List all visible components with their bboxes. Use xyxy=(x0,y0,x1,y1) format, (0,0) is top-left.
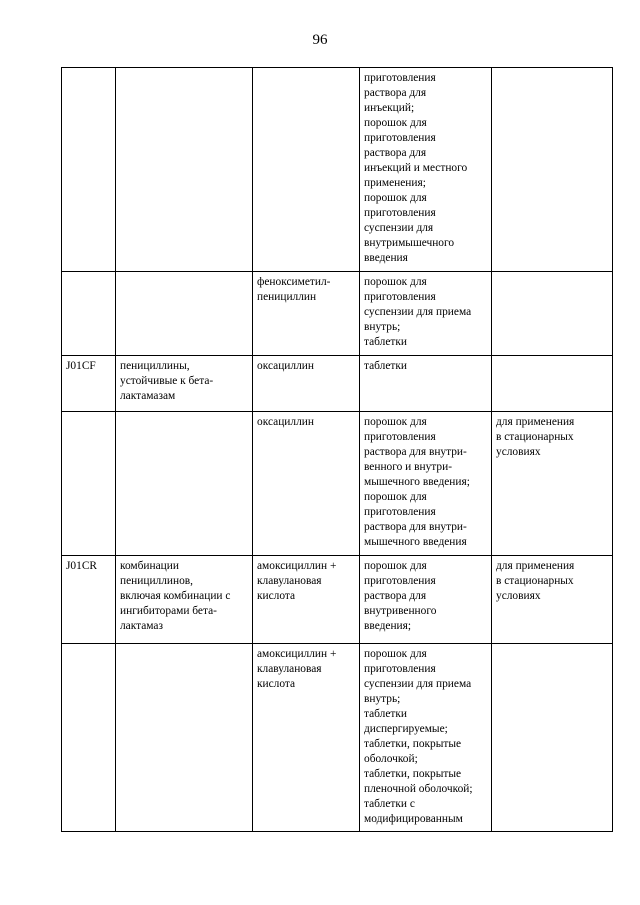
note-cell xyxy=(492,68,613,272)
drug-name-cell xyxy=(253,68,360,272)
table-row xyxy=(62,68,613,272)
dosage-forms-cell: порошок для приготовления суспензии для приема внутрь; таблетки диспергируемые; таблетки, покрытые оболочкой; таблетки, покрытые пленочной оболочкой; таблетки с модифицированным xyxy=(360,644,492,832)
group-cell: пенициллины, устойчивые к бета- лактамазам xyxy=(116,356,253,412)
note-cell: для применения в стационарных условиях xyxy=(492,412,613,556)
dosage-forms-cell: порошок для приготовления раствора для внутри- венного и внутри- мышечного введения; порошок для приготовления раствора для внутри- мышечного введения xyxy=(360,412,492,556)
group-cell xyxy=(116,644,253,832)
page-number: 96 xyxy=(312,32,328,48)
note-cell xyxy=(492,644,613,832)
drug-table xyxy=(61,67,613,832)
atc-code-cell xyxy=(62,68,116,272)
group-cell: комбинации пенициллинов, включая комбинации с ингибиторами бета- лактамаз xyxy=(116,556,253,644)
atc-code-cell: J01CF xyxy=(62,356,116,412)
table-row xyxy=(62,272,613,356)
note-cell xyxy=(492,356,613,412)
atc-code-cell xyxy=(62,412,116,556)
atc-code-cell: J01CR xyxy=(62,556,116,644)
group-cell xyxy=(116,412,253,556)
dosage-forms-cell: таблетки xyxy=(360,356,492,412)
atc-code-cell xyxy=(62,272,116,356)
table-row xyxy=(62,644,613,832)
group-cell xyxy=(116,272,253,356)
drug-name-cell: оксациллин xyxy=(253,356,360,412)
note-cell xyxy=(492,272,613,356)
drug-name-cell: амоксициллин + клавулановая кислота xyxy=(253,644,360,832)
dosage-forms-cell: порошок для приготовления суспензии для приема внутрь; таблетки xyxy=(360,272,492,356)
dosage-forms-cell: приготовления раствора для инъекций; порошок для приготовления раствора для инъекций и местного применения; порошок для приготовления суспензии для внутримышечного введения xyxy=(360,68,492,272)
dosage-forms-cell: порошок для приготовления раствора для внутривенного введения; xyxy=(360,556,492,644)
table-row xyxy=(62,356,613,412)
note-cell: для применения в стационарных условиях xyxy=(492,556,613,644)
group-cell xyxy=(116,68,253,272)
table-row xyxy=(62,556,613,644)
drug-name-cell: оксациллин xyxy=(253,412,360,556)
drug-name-cell: амоксициллин + клавулановая кислота xyxy=(253,556,360,644)
drug-name-cell: феноксиметил- пенициллин xyxy=(253,272,360,356)
table-row xyxy=(62,412,613,556)
atc-code-cell xyxy=(62,644,116,832)
